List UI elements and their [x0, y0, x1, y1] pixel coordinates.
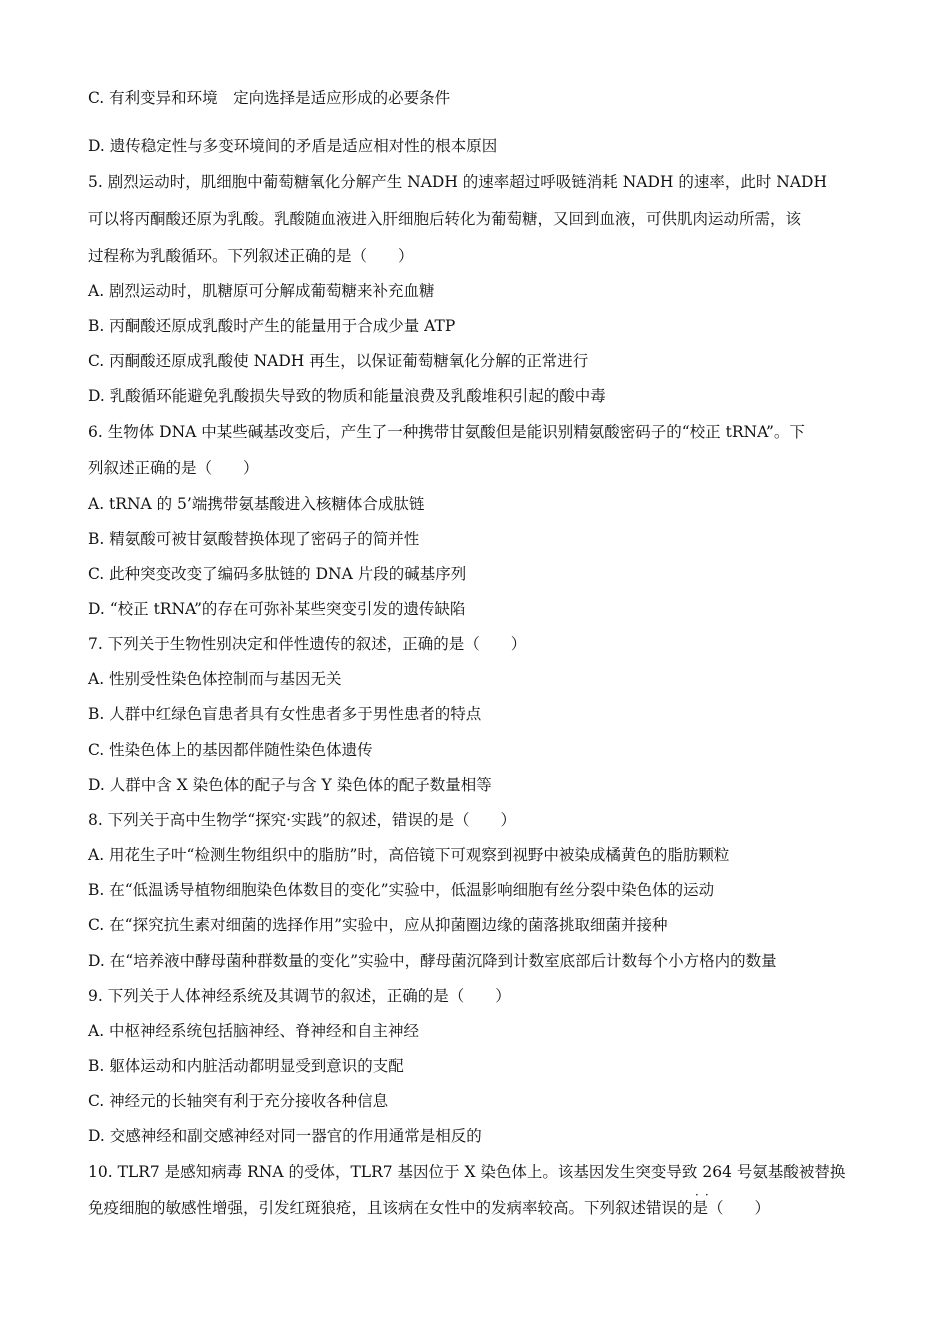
option-d-q7: D. 人群中含 X 染色体的配子与含 Y 染色体的配子数量相等: [88, 776, 492, 794]
question-7: 7. 下列关于生物性别决定和伴性遗传的叙述，正确的是（ ）: [88, 635, 527, 653]
option-a-q8: A. 用花生子叶“检测生物组织中的脂肪”时，高倍镜下可观察到视野中被染成橘黄色的脂肪颗粒: [88, 846, 730, 864]
option-a-q5: A. 剧烈运动时，肌糖原可分解成葡萄糖来补充血糖: [88, 282, 435, 300]
question-5-line-3: 过程称为乳酸循环。下列叙述正确的是（ ）: [88, 247, 414, 265]
option-b-q8: B. 在“低温诱导植物细胞染色体数目的变化”实验中，低温影响细胞有丝分裂中染色体的运动: [88, 881, 715, 899]
option-b-q6: B. 精氨酸可被甘氨酸替换体现了密码子的简并性: [88, 530, 420, 548]
emphasis-dots: ··: [695, 1188, 715, 1202]
question-10-line-1: 10. TLR7 是感知病毒 RNA 的受体，TLR7 基因位于 X 染色体上。该基因发生突变导致 264 号氨基酸被替换: [88, 1163, 846, 1181]
question-5-line-1: 5. 剧烈运动时，肌细胞中葡萄糖氧化分解产生 NADH 的速率超过呼吸链消耗 NADH 的速率，此时 NADH: [88, 173, 827, 191]
option-b-q7: B. 人群中红绿色盲患者具有女性患者多于男性患者的特点: [88, 705, 482, 723]
question-8: 8. 下列关于高中生物学“探究·实践”的叙述，错误的是（ ）: [88, 811, 516, 829]
question-6-line-2: 列叙述正确的是（ ）: [88, 459, 259, 477]
question-6-line-1: 6. 生物体 DNA 中某些碱基改变后，产生了一种携带甘氨酸但是能识别精氨酸密码子的“校正 tRNA”。下: [88, 423, 805, 441]
option-d-q9: D. 交感神经和副交感神经对同一器官的作用通常是相反的: [88, 1127, 482, 1145]
option-d-q6: D. “校正 tRNA”的存在可弥补某些突变引发的遗传缺陷: [88, 600, 466, 618]
option-c-q8: C. 在“探究抗生素对细菌的选择作用”实验中，应从抑菌圈边缘的菌落挑取细菌并接种: [88, 916, 668, 934]
option-a-q6: A. tRNA 的 5’端携带氨基酸进入核糖体合成肽链: [88, 495, 425, 513]
option-c-q6: C. 此种突变改变了编码多肽链的 DNA 片段的碱基序列: [88, 565, 467, 583]
option-d-q8: D. 在“培养液中酵母菌种群数量的变化”实验中，酵母菌沉降到计数室底部后计数每个小方格内的数量: [88, 952, 777, 970]
option-b-q9: B. 躯体运动和内脏活动都明显受到意识的支配: [88, 1057, 404, 1075]
option-c-q5: C. 丙酮酸还原成乳酸使 NADH 再生，以保证葡萄糖氧化分解的正常进行: [88, 352, 589, 370]
option-c-q9: C. 神经元的长轴突有利于充分接收各种信息: [88, 1092, 389, 1110]
option-b-q5: B. 丙酮酸还原成乳酸时产生的能量用于合成少量 ATP: [88, 317, 456, 335]
question-9: 9. 下列关于人体神经系统及其调节的叙述，正确的是（ ）: [88, 987, 511, 1005]
option-c-q4: C. 有利变异和环境 定向选择是适应形成的必要条件: [88, 89, 451, 107]
option-a-q7: A. 性别受性染色体控制而与基因无关: [88, 670, 342, 688]
option-d-q5: D. 乳酸循环能避免乳酸损失导致的物质和能量浪费及乳酸堆积引起的酸中毒: [88, 387, 606, 405]
question-5-line-2: 可以将丙酮酸还原为乳酸。乳酸随血液进入肝细胞后转化为葡萄糖，又回到血液，可供肌肉运动所需，该: [88, 210, 802, 228]
question-10-line-2: 免疫细胞的敏感性增强，引发红斑狼疮，且该病在女性中的发病率较高。下列叙述错误的是（ ）: [88, 1199, 771, 1217]
option-c-q7: C. 性染色体上的基因都伴随性染色体遗传: [88, 741, 373, 759]
option-a-q9: A. 中枢神经系统包括脑神经、脊神经和自主神经: [88, 1022, 420, 1040]
option-d-q4: D. 遗传稳定性与多变环境间的矛盾是适应相对性的根本原因: [88, 137, 498, 155]
